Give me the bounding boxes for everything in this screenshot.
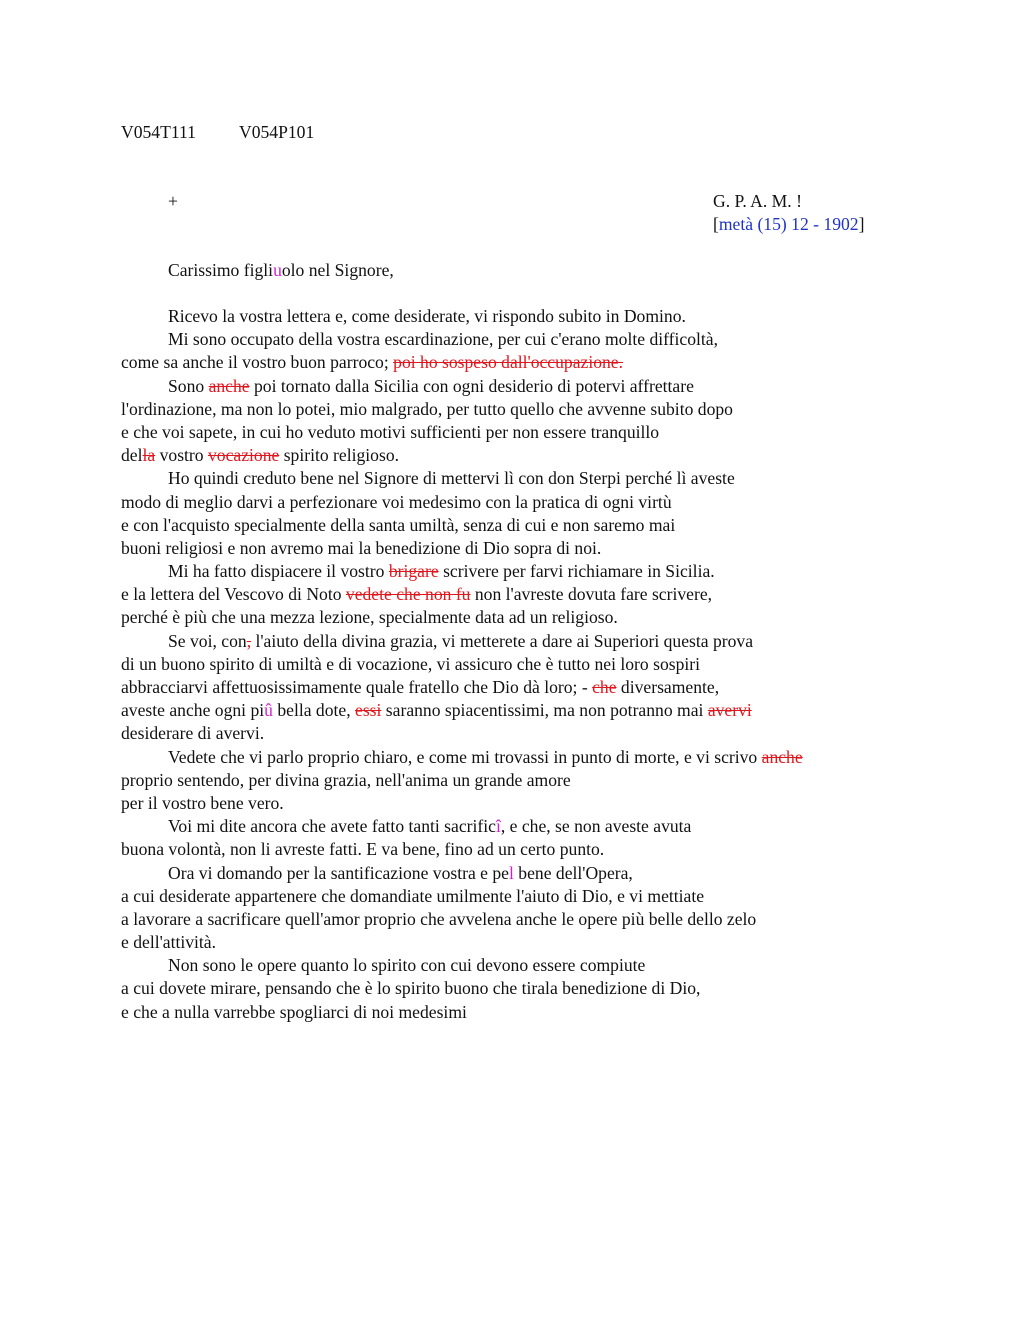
letter-date: [713, 213, 864, 236]
line-text: diversamente,: [616, 677, 720, 697]
line-text: l'ordinazione, ma non lo potei, mio malgrado, per tutto quello che avvenne subito dopo: [121, 398, 733, 419]
line-text: Mi ha fatto dispiacere il vostro: [168, 561, 389, 582]
text-line: [121, 908, 921, 931]
deleted-text: essi: [355, 700, 382, 721]
text-line: [121, 444, 921, 467]
text-line: [121, 676, 921, 699]
salutation-text-end: olo nel Signore,: [281, 260, 394, 280]
text-line: [121, 746, 921, 769]
text-line: [121, 351, 921, 374]
line-text: scrivere per farvi richiamare in Sicilia.: [438, 561, 715, 582]
deleted-text: vedete che non fu: [345, 584, 471, 605]
text-line: [121, 931, 921, 954]
text-line: [121, 885, 921, 908]
line-text: perché è più che una mezza lezione, specialmente data ad un religioso.: [121, 607, 618, 628]
line-text: a cui dovete mirare, pensando che è lo spirito buono che tirala benedizione di Dio,: [121, 978, 701, 999]
line-text: Mi sono occupato della vostra escardinazione, per cui c'erano molte difficoltà,: [168, 329, 719, 350]
document-reference-p: V054P101: [239, 122, 315, 142]
document-reference-t: V054T111: [121, 122, 196, 142]
line-text: buoni religiosi e non avremo mai la benedizione di Dio sopra di noi.: [121, 537, 602, 558]
deleted-text: ,: [246, 630, 252, 651]
line-text: del: [121, 445, 143, 466]
text-line: [121, 722, 921, 745]
line-text: aveste anche ogni pi: [121, 700, 265, 721]
line-text: poi tornato dalla Sicilia con ogni desiderio di potervi affrettare: [249, 375, 694, 396]
text-line: [121, 815, 921, 838]
deleted-text: anche: [208, 375, 250, 396]
line-text: e che voi sapete, in cui ho veduto motivi sufficienti per non essere tranquillo: [121, 421, 660, 442]
text-line: [121, 398, 921, 421]
text-line: [121, 1001, 921, 1024]
line-text: e che a nulla varrebbe spogliarci di noi medesimi: [121, 1001, 467, 1022]
line-text: buona volontà, non li avreste fatti. E va bene, fino ad un certo punto.: [121, 839, 605, 860]
line-text: e con l'acquisto specialmente della santa umiltà, senza di cui e non saremo mai: [121, 514, 676, 535]
text-line: [121, 560, 921, 583]
date-text: metà (15) 12 - 1902: [718, 214, 859, 234]
text-line: [121, 862, 921, 885]
line-text: Sono: [168, 375, 209, 396]
line-text: saranno spiacentissimi, ma non potranno mai: [381, 700, 708, 721]
line-text: a cui desiderate appartenere che domandiate umilmente l'aiuto di Dio, e vi mettiate: [121, 885, 705, 906]
line-text: bella dote,: [272, 700, 356, 721]
line-text: Vedete che vi parlo proprio chiaro, e come mi trovassi in punto di morte, e vi scrivo: [168, 746, 762, 767]
inserted-text: î: [495, 816, 501, 837]
line-text: abbracciarvi affettuosissimamente quale fratello che Dio dà loro; -: [121, 677, 593, 697]
line-text: desiderare di avervi.: [121, 723, 265, 744]
text-line: [121, 838, 921, 861]
line-text: per il vostro bene vero.: [121, 792, 284, 813]
text-line: [121, 583, 921, 606]
line-text: bene dell'Opera,: [513, 862, 633, 883]
line-text: modo di meglio darvi a perfezionare voi medesimo con la pratica di ogni virtù: [121, 491, 672, 512]
deleted-text: avervi: [707, 700, 752, 721]
line-text: come sa anche il vostro buon parroco;: [121, 352, 394, 373]
text-line: [121, 491, 921, 514]
text-line: [121, 421, 921, 444]
line-text: proprio sentendo, per divina grazia, nell'anima un grande amore: [121, 769, 571, 790]
date-bracket-open: [: [713, 214, 719, 234]
text-line: [121, 954, 921, 977]
text-line: [121, 792, 921, 815]
line-text: non l'avreste dovuta fare scrivere,: [470, 584, 713, 605]
line-text: Ricevo la vostra lettera e, come desiderate, vi rispondo subito in Domino.: [168, 306, 686, 326]
line-text: spirito religioso.: [279, 445, 400, 466]
date-bracket-close: ]: [858, 214, 865, 234]
text-line: [121, 537, 921, 560]
text-line: [121, 769, 921, 792]
line-text: vostro: [155, 445, 208, 466]
text-line: [121, 653, 921, 676]
deleted-text: la: [142, 445, 156, 466]
salutation-text-start: Carissimo figli: [168, 260, 274, 280]
text-line: [121, 328, 921, 351]
text-line: [121, 977, 921, 1000]
inserted-text: û: [264, 700, 273, 721]
letter-body: [121, 305, 921, 1024]
line-text: Ho quindi creduto bene nel Signore di mettervi lì con don Sterpi perché lì aveste: [168, 468, 735, 489]
text-line: [121, 514, 921, 537]
deleted-text: poi ho sospeso dall'occupazione.: [393, 352, 624, 373]
text-line: [121, 606, 921, 629]
deleted-text: brigare: [388, 561, 439, 582]
line-text: Se voi, con: [168, 630, 247, 651]
invocation-heading: G. P. A. M. !: [713, 191, 802, 211]
line-text: di un buono spirito di umiltà e di vocazione, vi assicuro che è tutto nei loro sospiri: [121, 653, 701, 674]
line-text: e dell'attività.: [121, 932, 217, 953]
text-line: [121, 699, 921, 722]
line-text: Ora vi domando per la santificazione vostra e pe: [168, 862, 509, 883]
line-text: a lavorare a sacrificare quell'amor proprio che avvelena anche le opere più belle dello zelo: [121, 908, 757, 929]
text-line: [121, 467, 921, 490]
text-line: [121, 305, 921, 328]
line-text: , e che, se non aveste avuta: [500, 816, 692, 837]
text-line: [121, 630, 921, 653]
line-text: e la lettera del Vescovo di Noto: [121, 584, 346, 605]
deleted-text: anche: [761, 746, 803, 767]
text-line: [121, 375, 921, 398]
line-text: Non sono le opere quanto lo spirito con cui devono essere compiute: [168, 955, 646, 976]
inserted-letter: u: [273, 260, 282, 280]
line-text: l'aiuto della divina grazia, vi metterete a dare ai Superiori questa prova: [251, 630, 754, 651]
deleted-text: che: [592, 677, 617, 697]
inserted-text: l: [509, 862, 514, 883]
deleted-text: vocazione: [207, 445, 280, 466]
cross-symbol: +: [168, 191, 178, 211]
salutation: [168, 259, 394, 282]
line-text: Voi mi dite ancora che avete fatto tanti sacrific: [168, 816, 496, 837]
